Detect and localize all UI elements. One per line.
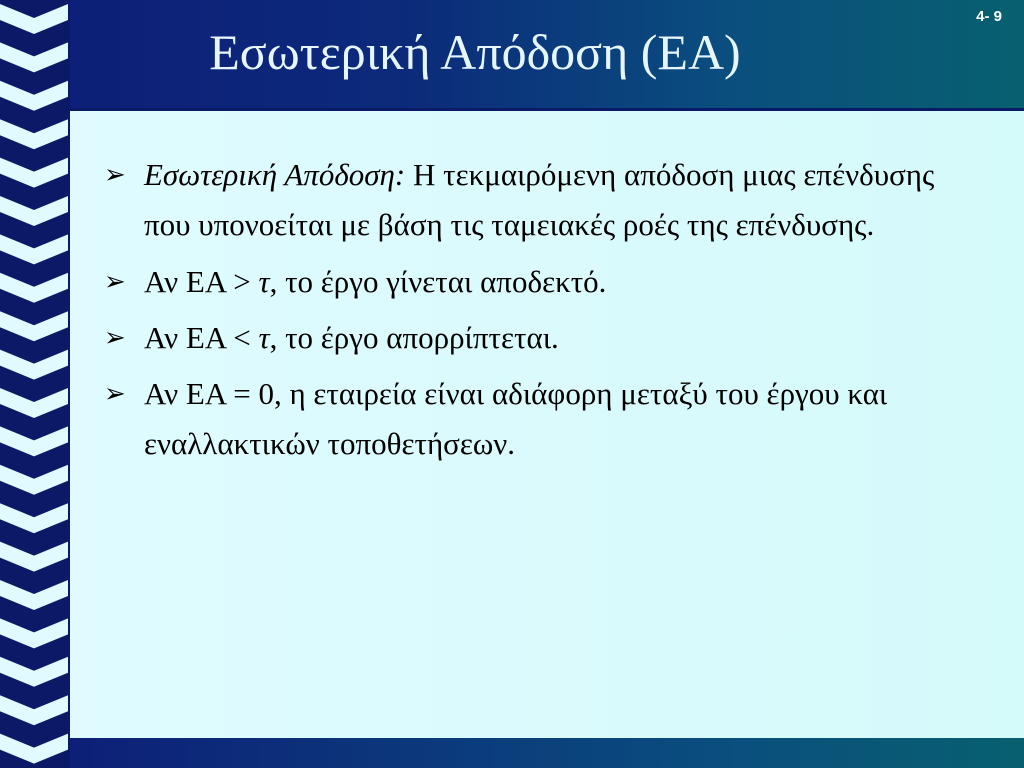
chevron-shape (0, 42, 68, 72)
slide-number: 4- 9 (976, 8, 1002, 25)
bullet-item (104, 369, 984, 469)
bullet-symbol: τ (258, 320, 270, 355)
left-chevron-strip (0, 0, 70, 768)
chevron-shape (0, 388, 68, 418)
bullet-text: Αν ΕΑ < (144, 320, 259, 355)
bullet-item (104, 313, 984, 363)
arrow-bullet-icon: ➢ (104, 379, 126, 408)
chevron-shape (0, 4, 68, 34)
chevron-shape (0, 273, 68, 303)
chevron-shape (0, 542, 68, 572)
footer-bar (70, 738, 1024, 768)
bullet-text: Η τεκμαιρόμενη απόδοση μιας επένδυσης που υπονοείται με βάση τις ταμειακές ροές της επένδυσης. (144, 157, 935, 242)
bullet-text: Αν ΕΑ = 0, η εταιρεία είναι αδιάφορη μεταξύ του έργου και εναλλακτικών τοποθετήσεων. (144, 376, 888, 461)
bullet-symbol: τ (258, 264, 270, 299)
chevron-shape (0, 311, 68, 341)
chevron-shape (0, 350, 68, 380)
bullet-list (104, 150, 984, 469)
chevron-shape (0, 503, 68, 533)
chevron-shape (0, 465, 68, 495)
chevron-shape (0, 734, 68, 764)
bullet-text: Αν ΕΑ > (144, 264, 259, 299)
chevron-shape (0, 426, 68, 456)
chevron-shape (0, 119, 68, 149)
chevron-shape (0, 158, 68, 188)
arrow-bullet-icon: ➢ (104, 323, 126, 352)
bullet-item (104, 150, 984, 250)
chevron-shape (0, 196, 68, 226)
bullet-item (104, 257, 984, 307)
slide-title: Εσωτερική Απόδοση (ΕΑ) (209, 24, 741, 80)
chevron-shape (0, 234, 68, 264)
chevron-shape (0, 580, 68, 610)
arrow-bullet-icon: ➢ (104, 160, 126, 189)
bullet-text: , το έργο απορρίπτεται. (269, 320, 559, 355)
bullet-term: Εσωτερική Απόδοση: (144, 157, 406, 192)
chevron-shape (0, 657, 68, 687)
chevron-pattern (0, 0, 70, 768)
arrow-bullet-icon: ➢ (104, 267, 126, 296)
chevron-shape (0, 695, 68, 725)
chevron-shape (0, 618, 68, 648)
bullet-text: , το έργο γίνεται αποδεκτό. (269, 264, 607, 299)
chevron-shape (0, 81, 68, 111)
